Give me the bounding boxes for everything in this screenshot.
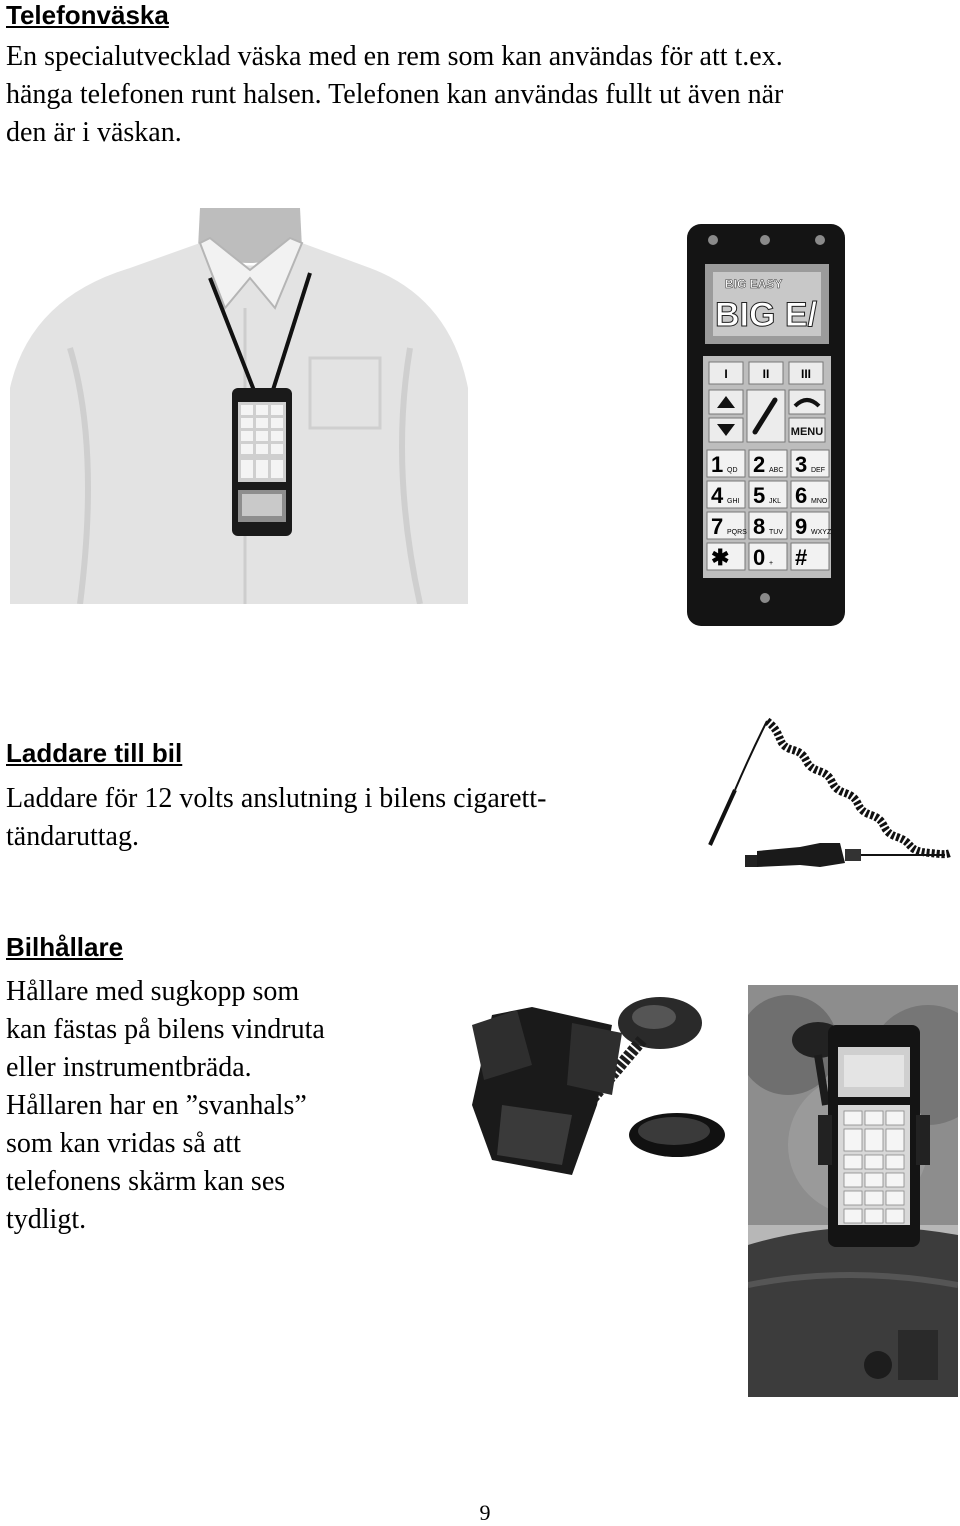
- text-line: Hållare med sugkopp som: [6, 976, 300, 1007]
- keypad-digit: 8: [753, 514, 766, 539]
- keypad-letters: DEF: [811, 467, 825, 474]
- keypad-digit: 1: [711, 452, 724, 477]
- keypad-letters: WXYZ: [811, 529, 832, 536]
- text-line: den är i väskan.: [6, 117, 182, 148]
- keypad-letters: +: [769, 560, 774, 567]
- keypad-digit: 0: [753, 545, 766, 570]
- keypad-letters: JKL: [769, 498, 782, 505]
- keypad-digit: 5: [753, 483, 766, 508]
- text-line: eller instrumentbräda.: [6, 1052, 252, 1083]
- paragraph-bilhallare: [6, 973, 325, 1239]
- keypad-digit: 3: [795, 452, 808, 477]
- memory-key-label: II: [762, 367, 770, 381]
- text-line: En specialutvecklad väska med en rem som kan användas för att t.ex.: [6, 41, 783, 72]
- car-charger-cable-image: [705, 715, 955, 880]
- text-line: telefonens skärm kan ses: [6, 1166, 286, 1197]
- keypad-digit: ✱: [711, 545, 730, 570]
- memory-key-label: I: [724, 367, 728, 381]
- memory-key-label: III: [800, 367, 812, 381]
- text-line: tändaruttag.: [6, 821, 139, 852]
- paragraph-laddare: [6, 780, 546, 856]
- text-line: Hållaren har en ”svanhals”: [6, 1090, 307, 1121]
- keypad-letters: QD: [727, 467, 738, 474]
- text-line: som kan vridas så att: [6, 1128, 241, 1159]
- big-easy-phone-closeup: [685, 222, 848, 628]
- keypad-digit: 2: [753, 452, 766, 477]
- text-line: kan fästas på bilens vindruta: [6, 1014, 325, 1045]
- display-brand: BIG EASY: [725, 277, 783, 291]
- heading-laddare: Laddare till bil: [6, 738, 183, 768]
- phone-in-car-photo: [748, 985, 958, 1397]
- text-line: Laddare för 12 volts anslutning i bilens cigarett-: [6, 783, 547, 814]
- keypad-letters: GHI: [727, 498, 740, 505]
- heading-bilhallare: Bilhållare: [6, 932, 124, 962]
- heading-telefonvaska: Telefonväska: [6, 0, 169, 30]
- car-holder-image: [422, 985, 737, 1190]
- keypad-letters: TUV: [769, 529, 783, 536]
- keypad-letters: PQRS: [727, 529, 747, 536]
- keypad-letters: MNO: [811, 498, 828, 505]
- keypad-digit: 7: [711, 514, 724, 539]
- paragraph-telefonvaska: [6, 38, 783, 152]
- keypad-letters: ABC: [769, 467, 784, 474]
- menu-key-label: MENU: [790, 426, 824, 438]
- keypad-digit: 9: [795, 514, 808, 539]
- keypad-digit: 6: [795, 483, 808, 508]
- text-line: hänga telefonen runt halsen. Telefonen kan användas fullt ut även när: [6, 79, 784, 110]
- text-line: tydligt.: [6, 1204, 87, 1235]
- keypad-digit: 4: [711, 483, 724, 508]
- man-with-phone-bag-photo: [10, 208, 468, 604]
- display-text: BIG E/: [715, 296, 818, 334]
- page-number: 9: [479, 1500, 491, 1525]
- keypad-digit: #: [795, 545, 808, 570]
